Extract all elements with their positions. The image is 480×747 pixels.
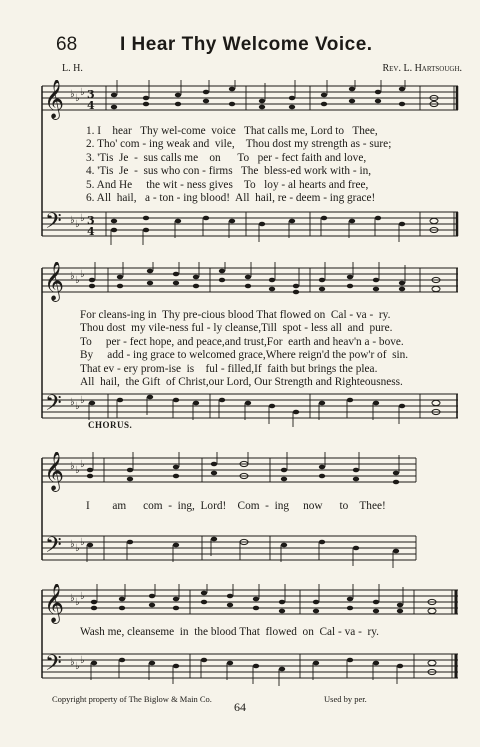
- chorus-label: CHORUS.: [88, 420, 133, 430]
- verse-line-1: For cleans-ing in Thy pre-cious blood That flowed on Cal - va - ry.: [80, 309, 391, 321]
- svg-text:𝄞: 𝄞: [44, 262, 65, 301]
- verse-line-4: 4. 'Tis Je - sus who con - firms The bless-ed work with - in,: [86, 165, 372, 178]
- svg-text:♭: ♭: [70, 89, 75, 100]
- svg-text:3: 3: [87, 214, 95, 227]
- svg-text:4: 4: [87, 225, 95, 238]
- verse-line-2: Thou dost my vile-ness ful - ly cleanse,Till spot - less all and pure.: [80, 322, 393, 335]
- used-by-permission: Used by per.: [324, 694, 367, 704]
- composer-credit: L. H.: [62, 63, 83, 74]
- svg-text:♭: ♭: [75, 93, 80, 104]
- verse-line-3: To per - fect hope, and peace,and trust,For earth and heav'n a - bove.: [80, 335, 404, 348]
- hymn-number: 68: [56, 34, 78, 55]
- copyright-notice: Copyright property of The Biglow & Main Co.: [52, 694, 212, 704]
- hymn-title: I Hear Thy Welcome Voice.: [120, 34, 373, 55]
- svg-text:𝄢: 𝄢: [45, 391, 62, 421]
- svg-text:♭: ♭: [80, 395, 85, 406]
- verse-line-4: By add - ing grace to welcomed grace,Where reign'd the pow'r of sin.: [80, 349, 409, 362]
- svg-text:♭: ♭: [70, 657, 75, 668]
- verse-line-6: All hail, the Gift of Christ,our Lord, Our Strength and Righteousness.: [80, 376, 403, 389]
- svg-text:♭: ♭: [80, 213, 85, 224]
- verse-line-6: 6. All hail, a - ton - ing blood! All hail, re - deem - ing grace!: [86, 192, 376, 205]
- verses-block-2: [80, 309, 460, 389]
- svg-text:♭: ♭: [75, 219, 80, 230]
- svg-text:♭: ♭: [75, 275, 80, 286]
- svg-text:4: 4: [87, 99, 95, 112]
- svg-text:♭: ♭: [80, 459, 85, 470]
- verse-line-2: 2. Tho' com - ing weak and vile, Thou dost my strength as - sure;: [86, 138, 392, 151]
- verse-line-5: That ev - ery prom-ise is ful - filled,If faith but brings the plea.: [80, 362, 378, 375]
- svg-text:𝄞: 𝄞: [44, 452, 65, 491]
- svg-text:♭: ♭: [75, 597, 80, 608]
- svg-text:𝄞: 𝄞: [44, 584, 65, 623]
- svg-text:3: 3: [87, 88, 95, 101]
- verse-line-5: 5. And He the wit - ness gives To loy - al hearts and free,: [86, 178, 369, 191]
- page-number: 64: [234, 700, 246, 714]
- verse-line-3: 3. 'Tis Je - sus calls me on To per - fect faith and love,: [86, 151, 367, 164]
- svg-text:♭: ♭: [70, 271, 75, 282]
- svg-text:♭: ♭: [75, 543, 80, 554]
- chorus-line-2: Wash me, cleanseme in the blood That flowed on Cal - va - ry.: [80, 626, 380, 638]
- svg-text:𝄢: 𝄢: [45, 533, 62, 563]
- svg-text:𝄢: 𝄢: [45, 651, 62, 681]
- svg-text:♭: ♭: [80, 269, 85, 280]
- svg-text:♭: ♭: [70, 593, 75, 604]
- svg-text:♭: ♭: [70, 215, 75, 226]
- verse-line-1: 1. I hear Thy wel-come voice That calls me, Lord to Thee,: [86, 125, 378, 137]
- svg-text:♭: ♭: [75, 465, 80, 476]
- svg-text:♭: ♭: [70, 397, 75, 408]
- svg-text:♭: ♭: [80, 655, 85, 666]
- svg-text:𝄞: 𝄞: [44, 80, 65, 119]
- svg-text:𝄢: 𝄢: [45, 209, 62, 239]
- svg-text:♭: ♭: [80, 87, 85, 98]
- svg-text:♭: ♭: [75, 401, 80, 412]
- lyricist-credit: Rev. L. Hartsough.: [382, 63, 462, 74]
- footer: [40, 694, 460, 708]
- svg-text:♭: ♭: [70, 539, 75, 550]
- svg-text:♭: ♭: [80, 591, 85, 602]
- svg-text:♭: ♭: [75, 661, 80, 672]
- verses-block-1: [86, 125, 466, 205]
- svg-text:♭: ♭: [80, 537, 85, 548]
- svg-text:♭: ♭: [70, 461, 75, 472]
- chorus-line-1: I am com - ing, Lord! Com - ing now to Thee!: [86, 500, 386, 512]
- credits-row: [40, 63, 462, 77]
- hymn-header: [54, 34, 454, 62]
